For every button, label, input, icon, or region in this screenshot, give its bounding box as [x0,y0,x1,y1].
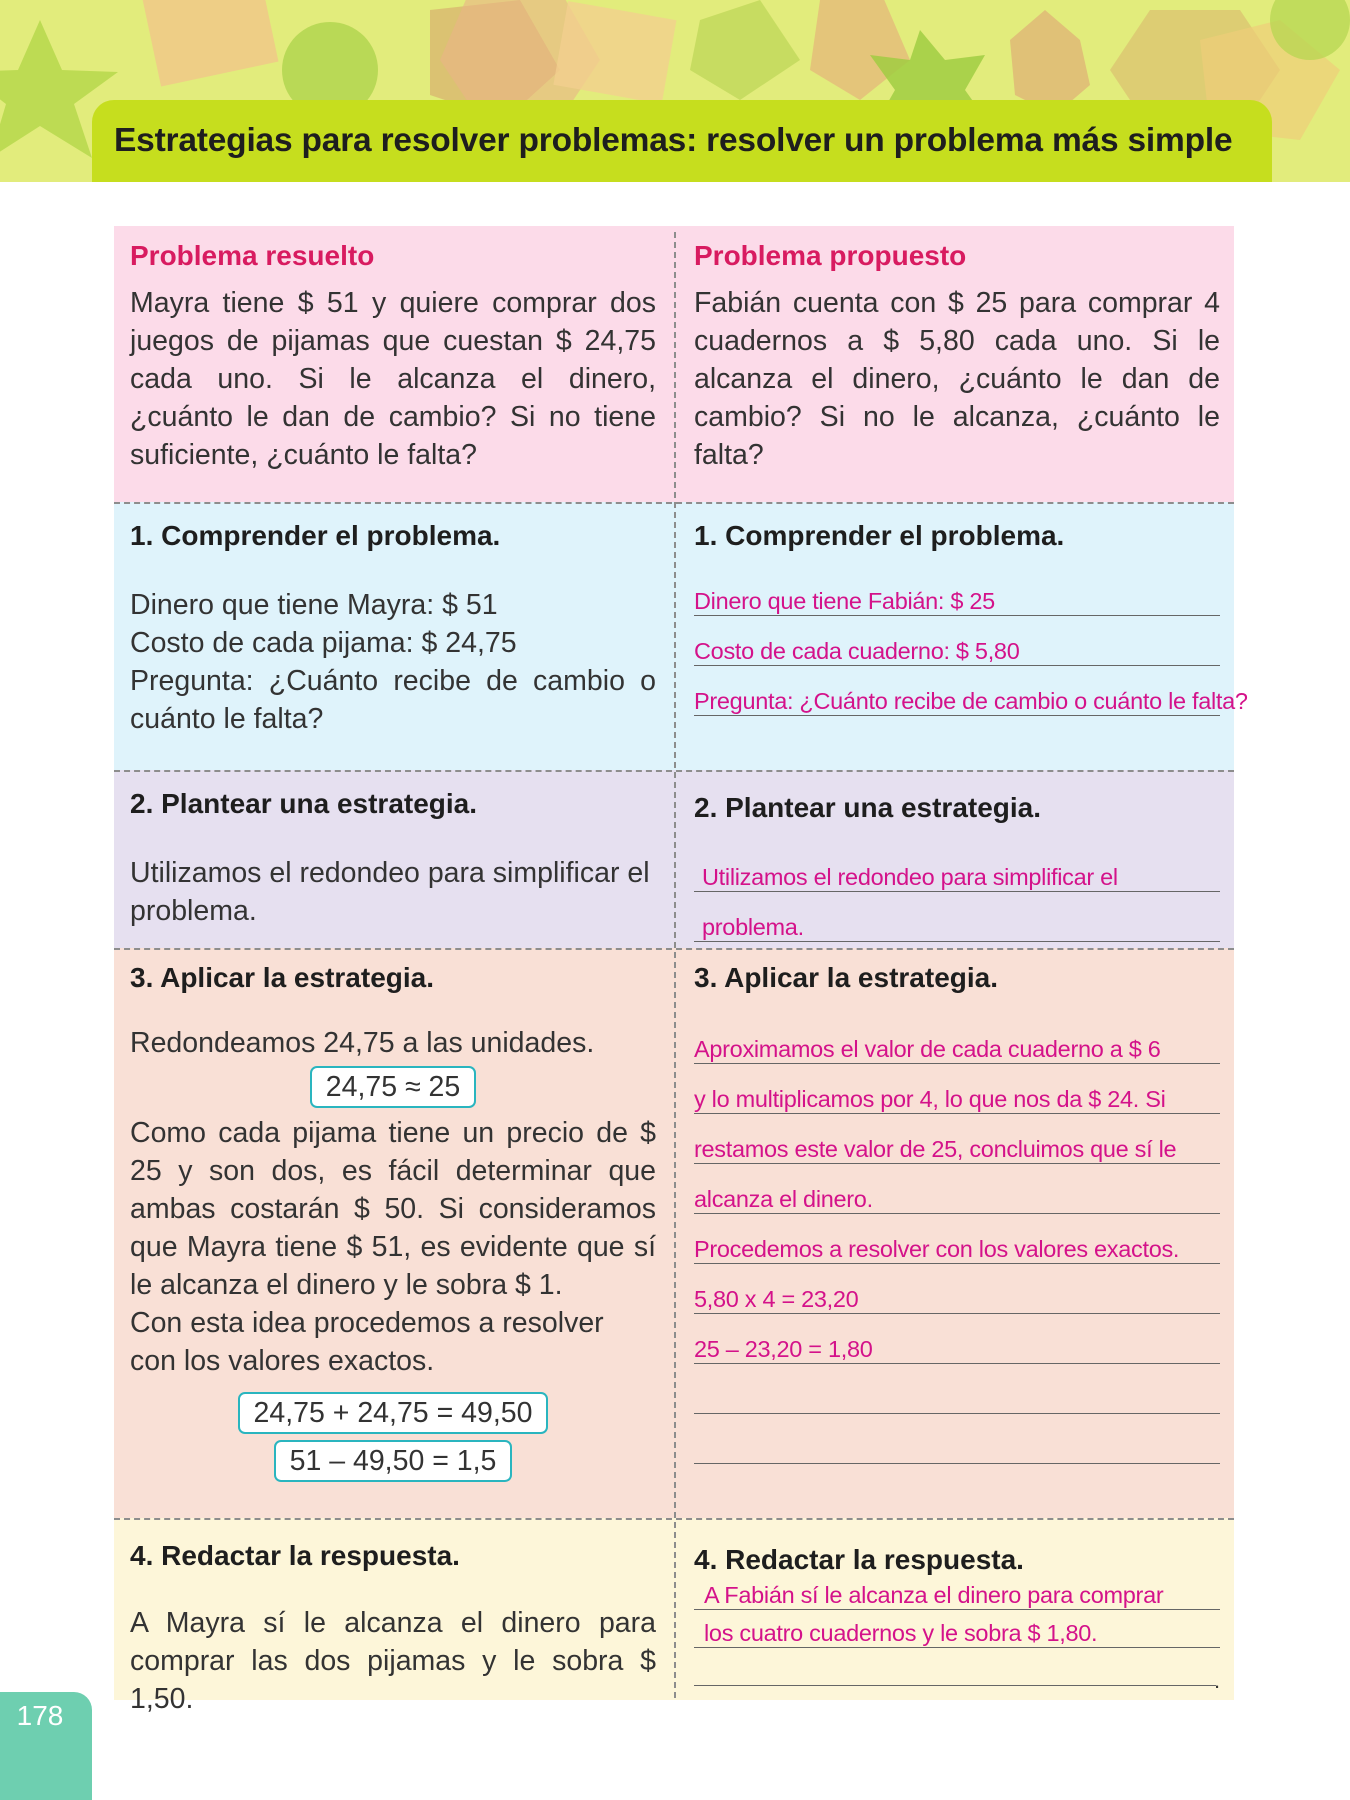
solved-step3-heading: 3. Aplicar la estrategia. [130,962,434,993]
solved-step2-text: Utilizamos el redondeo para simplificar el problema. [130,857,650,927]
solved-step2-heading: 2. Plantear una estrategia. [130,788,478,819]
answer-line[interactable] [694,1284,1220,1314]
answer-line[interactable] [694,862,1220,892]
answer-text: alcanza el dinero. [694,1186,873,1212]
answer-text: 5,80 x 4 = 23,20 [694,1286,859,1312]
answer-text: Procedemos a resolver con los valores exactos. [694,1236,1180,1262]
page-title: Estrategias para resolver problemas: resolver un problema más simple [114,122,1233,159]
answer-line[interactable] [694,586,1220,616]
answer-line[interactable] [694,1084,1220,1114]
answer-line[interactable] [694,1384,1220,1414]
answer-line[interactable] [694,1334,1220,1364]
solved-heading: Problema resuelto [130,240,375,271]
solved-step1-body [130,586,656,738]
answer-line[interactable] [694,1034,1220,1064]
answer-text: Utilizamos el redondeo para simplificar el [702,864,1118,890]
proposed-step2-heading: 2. Plantear una estrategia. [694,792,1042,823]
answer-line[interactable] [694,1656,1216,1686]
answer-line[interactable] [694,636,1220,666]
answer-line[interactable] [694,1134,1220,1164]
answer-text: Aproximamos el valor de cada cuaderno a $ 6 [694,1036,1161,1062]
proposed-step3-heading: 3. Aplicar la estrategia. [694,962,998,993]
answer-text: y lo multiplicamos por 4, lo que nos da $ 24. Si [694,1086,1166,1112]
solved-step2 [130,788,656,930]
solved-step3-text: Como cada pijama tiene un precio de $ 25 y son dos, es fácil determinar que ambas costarán $ 50. Si consideramos que Mayra tiene $ 51, es evidente que sí le alcanza el dinero y le sobra $ 1. [130,1117,656,1301]
solved-step1-heading: 1. Comprender el problema. [130,520,501,551]
solved-problem [130,240,656,474]
answer-line[interactable] [694,1434,1220,1464]
solved-step1-line: Costo de cada pijama: $ 24,75 [130,627,517,659]
solved-step1-line: Dinero que tiene Mayra: $ 51 [130,589,498,621]
answer-text: A Fabián sí le alcanza el dinero para comprar [704,1582,1164,1608]
solved-step1-line: Pregunta: ¿Cuánto recibe de cambio o cuánto le falta? [130,665,656,735]
proposed-problem [694,240,1220,474]
title-bar [92,100,1272,182]
answer-line[interactable] [694,1618,1220,1648]
answer-text: restamos este valor de 25, concluimos que sí le [694,1136,1177,1162]
solved-step4-heading: 4. Redactar la respuesta. [130,1540,460,1571]
proposed-step3 [694,962,1220,994]
solved-step3-intro: Redondeamos 24,75 a las unidades. [130,1027,595,1059]
end-period: . [1214,1668,1221,1693]
solved-step4 [130,1540,656,1718]
column-divider [674,232,676,1698]
approx-box: 24,75 ≈ 25 [310,1066,477,1108]
calc-box: 51 – 49,50 = 1,5 [274,1440,513,1482]
proposed-step2 [694,792,1220,824]
calc-box: 24,75 + 24,75 = 49,50 [238,1392,549,1434]
answer-text: Dinero que tiene Fabián: $ 25 [694,588,995,614]
page-number: 178 [16,1700,64,1731]
answer-text: los cuatro cuadernos y le sobra $ 1,80. [704,1620,1098,1646]
header-banner [0,0,1350,182]
proposed-step4 [694,1544,1220,1576]
answer-text: Pregunta: ¿Cuánto recibe de cambio o cuánto le falta? [694,688,1248,714]
proposed-heading: Problema propuesto [694,240,967,271]
answer-line[interactable] [694,1184,1220,1214]
answer-line[interactable] [694,912,1220,942]
proposed-statement: Fabián cuenta con $ 25 para comprar 4 cuadernos a $ 5,80 cada uno. Si le alcanza el dinero, ¿cuánto le dan de cambio? Si no le alcanza, ¿cuánto le falta? [694,287,1220,471]
solved-step3-text2: Con esta idea procedemos a resolver con los valores exactos. [130,1307,604,1377]
proposed-step4-heading: 4. Redactar la respuesta. [694,1544,1024,1575]
solved-statement: Mayra tiene $ 51 y quiere comprar dos juegos de pijamas que cuestan $ 24,75 cada uno. Si le alcanza el dinero, ¿cuánto le dan de cambio? Si no tiene suficiente, ¿cuánto le falta? [130,287,656,471]
answer-line[interactable] [694,1234,1220,1264]
solved-step1 [130,520,656,738]
proposed-step1 [694,520,1220,552]
proposed-step1-heading: 1. Comprender el problema. [694,520,1065,551]
answer-text: problema. [702,914,804,940]
answer-text: Costo de cada cuaderno: $ 5,80 [694,638,1020,664]
answer-line[interactable] [694,686,1248,716]
solved-step3 [130,962,656,1482]
answer-text: 25 – 23,20 = 1,80 [694,1336,873,1362]
answer-line[interactable] [694,1580,1220,1610]
solved-step4-text: A Mayra sí le alcanza el dinero para comprar las dos pijamas y le sobra $ 1,50. [130,1607,656,1715]
